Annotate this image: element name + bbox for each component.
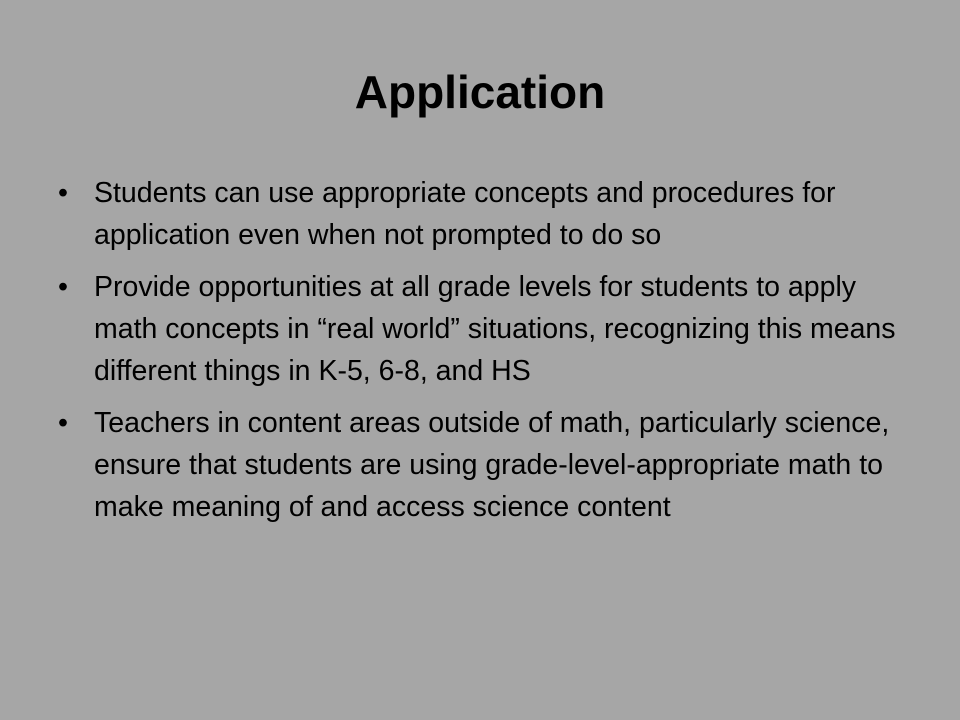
bullet-item [58,402,898,528]
bullet-icon: • [58,177,68,209]
bullet-text: Teachers in content areas outside of math, particularly science, ensure that students are using grade-level-appropriate math to make meaning of and access science content [94,407,890,523]
bullet-text: Students can use appropriate concepts and procedures for application even when not prompted to do so [94,177,836,251]
bullet-item [58,172,898,256]
bullet-text: Provide opportunities at all grade levels for students to apply math concepts in “real world” situations, recognizing this means different things in K-5, 6-8, and HS [94,271,896,387]
bullet-icon: • [58,407,68,439]
bullet-icon: • [58,271,68,303]
bullet-item [58,266,898,392]
slide-title: Application [354,66,606,118]
bullet-list [58,172,898,538]
